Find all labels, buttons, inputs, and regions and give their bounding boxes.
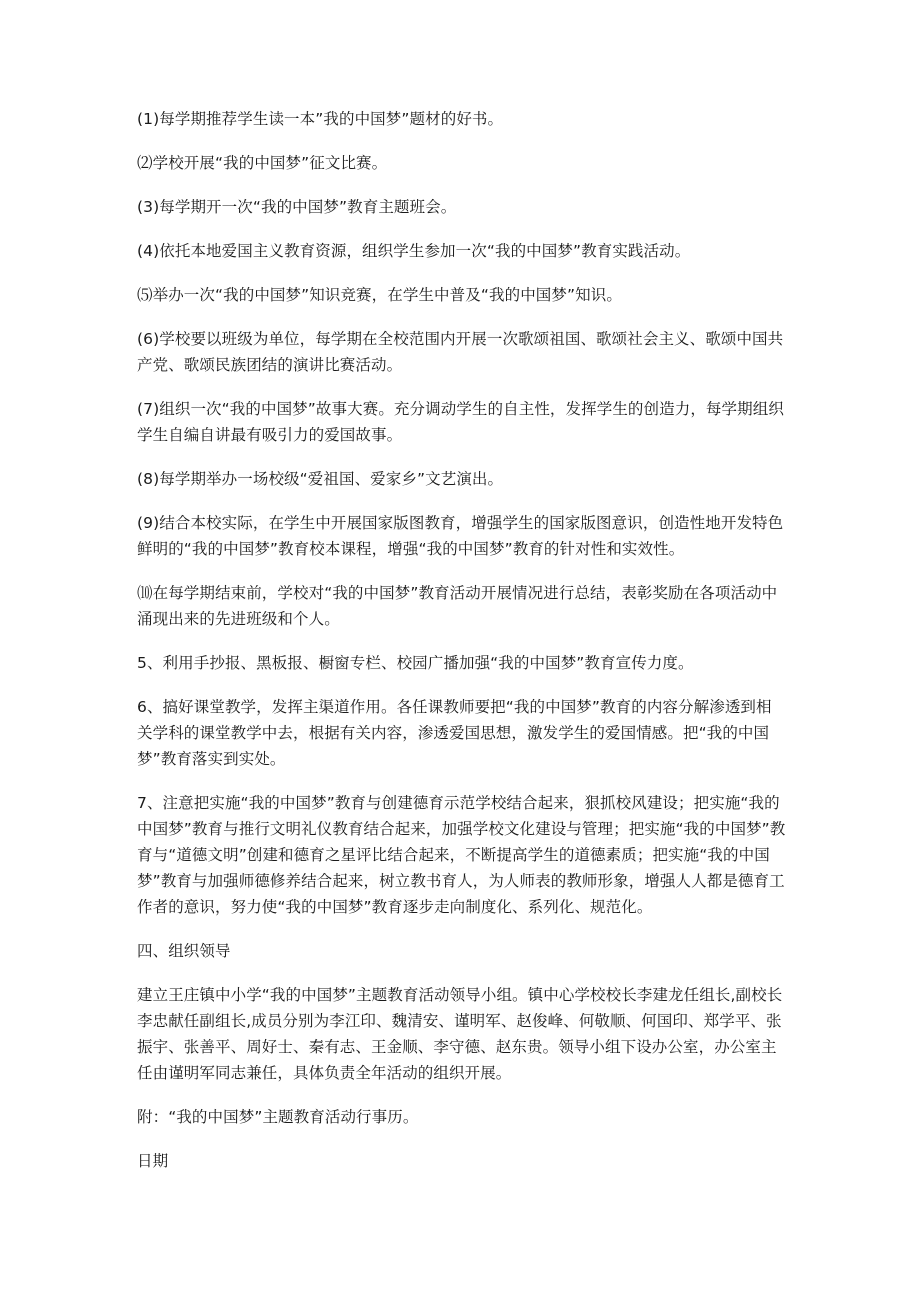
- section-6-classroom-teaching: 6、搞好课堂教学，发挥主渠道作用。各任课教师要把“我的中国梦”教育的内容分解渗透到相关学科的课堂教学中去，根据有关内容，渗透爱国思想，激发学生的爱国情感。把“我的中国梦”教育落实到实处。: [137, 698, 772, 768]
- item-8-art-performance: (8)每学期举办一场校级“爱祖国、爱家乡”文艺演出。: [137, 470, 504, 488]
- item-5-knowledge-contest: ⑸举办一次“我的中国梦”知识竞赛，在学生中普及“我的中国梦”知识。: [137, 286, 622, 304]
- item-4-practice-activity: (4)依托本地爱国主义教育资源，组织学生参加一次“我的中国梦”教育实践活动。: [137, 242, 691, 260]
- item-9-territory-education: (9)结合本校实际，在学生中开展国家版图教育，增强学生的国家版图意识，创造性地开发特色鲜明的“我的中国梦”教育校本课程，增强“我的中国梦”教育的针对性和实效性。: [137, 514, 784, 558]
- appendix-note: 附：“我的中国梦”主题教育活动行事历。: [137, 1108, 419, 1126]
- date-label: 日期: [137, 1152, 169, 1170]
- item-7-story-contest: (7)组织一次“我的中国梦”故事大赛。充分调动学生的自主性，发挥学生的创造力，每学期组织学生自编自讲最有吸引力的爱国故事。: [137, 400, 784, 444]
- leadership-group-paragraph: 建立王庄镇中小学“我的中国梦”主题教育活动领导小组。镇中心学校校长李建龙任组长,副校长李忠献任副组长,成员分别为李江印、魏清安、谨明军、赵俊峰、何敬顺、何国印、郑学平、张振宇、张善平、周好士、秦有志、王金顺、李守德、赵东贵。领导小组下设办公室，办公室主任由谨明军同志兼任，具体负责全年活动的组织开展。: [137, 986, 783, 1082]
- section-7-integration: 7、注意把实施“我的中国梦”教育与创建德育示范学校结合起来，狠抓校风建设；把实施“我的中国梦”教育与推行文明礼仪教育结合起来，加强学校文化建设与管理；把实施“我的中国梦”教育与“道德文明”创建和德育之星评比结合起来，不断提高学生的道德素质；把实施“我的中国梦”教育与加强师德修养结合起来，树立教书育人，为人师表的教师形象，增强人人都是德育工作者的意识，努力使“我的中国梦”教育逐步走向制度化、系列化、规范化。: [137, 794, 786, 916]
- item-6-speech-contest: (6)学校要以班级为单位，每学期在全校范围内开展一次歌颂祖国、歌颂社会主义、歌颂中国共产党、歌颂民族团结的演讲比赛活动。: [137, 330, 784, 374]
- item-3-class-meeting: (3)每学期开一次“我的中国梦”教育主题班会。: [137, 198, 457, 216]
- section-heading-leadership: 四、组织领导: [137, 942, 231, 960]
- item-1-recommend-books: (1)每学期推荐学生读一本”我的中国梦”题材的好书。: [137, 110, 504, 128]
- section-5-publicity: 5、利用手抄报、黑板报、橱窗专栏、校园广播加强“我的中国梦”教育宣传力度。: [137, 654, 694, 672]
- item-10-semester-summary: ⑽在每学期结束前，学校对“我的中国梦”教育活动开展情况进行总结，表彰奖励在各项活动中涌现出来的先进班级和个人。: [137, 584, 778, 628]
- item-2-essay-contest: ⑵学校开展“我的中国梦”征文比赛。: [137, 154, 388, 172]
- document-page: [137, 106, 787, 1192]
